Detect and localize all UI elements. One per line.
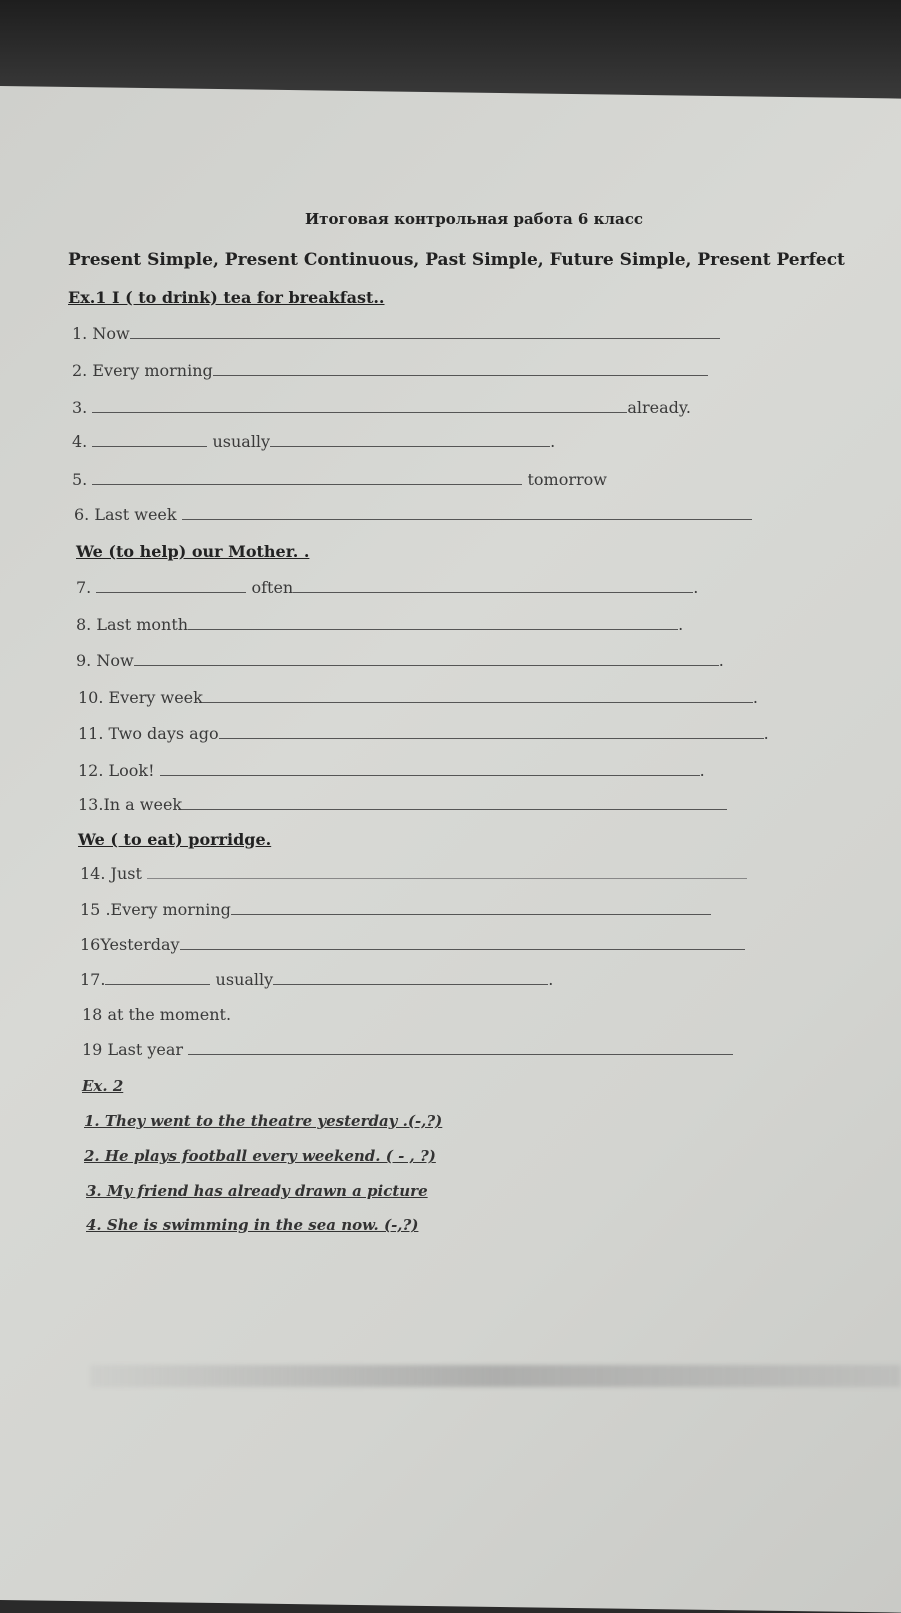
item-suffix: . <box>678 615 684 634</box>
item-suffix: . <box>699 761 705 780</box>
list-item <box>76 651 724 670</box>
answer-blank[interactable] <box>231 900 711 915</box>
answer-blank[interactable] <box>188 1040 733 1055</box>
item-prefix: 11. Two days ago <box>78 724 219 743</box>
answer-blank[interactable] <box>92 432 207 447</box>
answer-blank[interactable] <box>293 578 693 593</box>
item-suffix: . <box>718 651 724 670</box>
item-prefix: 19 Last year <box>82 1040 184 1059</box>
list-item <box>82 1040 733 1059</box>
item-prefix: 12. Look! <box>78 761 155 780</box>
item-suffix: . <box>752 688 758 707</box>
exercise-2-item: 1. They went to the theatre yesterday .(-,?) <box>84 1112 443 1130</box>
list-item <box>80 970 553 989</box>
item-prefix: 2. Every morning <box>72 361 213 380</box>
item-prefix: 18 at the moment. <box>82 1005 232 1024</box>
item-prefix: 17. <box>80 970 106 989</box>
list-item <box>78 795 727 814</box>
item-suffix: already. <box>627 398 691 417</box>
list-item <box>78 688 758 707</box>
exercise-1-heading-2: We (to help) our Mother. . <box>76 542 310 561</box>
list-item <box>72 432 555 451</box>
item-prefix: 15 .Every morning <box>80 900 231 919</box>
document-title: Итоговая контрольная работа 6 класс <box>305 210 643 228</box>
item-middle: usually <box>212 432 271 451</box>
answer-blank[interactable] <box>160 761 700 776</box>
answer-blank[interactable] <box>92 470 522 485</box>
answer-blank[interactable] <box>203 688 753 703</box>
item-prefix: 5. <box>72 470 88 489</box>
item-prefix: 3. <box>72 398 88 417</box>
list-item <box>72 361 708 380</box>
answer-blank[interactable] <box>273 970 548 985</box>
exercise-2-heading: Ex. 2 <box>82 1077 124 1095</box>
answer-blank[interactable] <box>270 432 550 447</box>
answer-blank[interactable] <box>147 864 747 879</box>
exercise-1-heading-3: We ( to eat) porridge. <box>78 830 272 849</box>
list-item <box>74 505 752 524</box>
list-item <box>78 724 769 743</box>
item-prefix: 7. <box>76 578 92 597</box>
dark-background-top <box>0 0 901 100</box>
item-middle: often <box>251 578 294 597</box>
item-prefix: 6. Last week <box>74 505 177 524</box>
answer-blank[interactable] <box>182 795 727 810</box>
list-item <box>76 615 683 634</box>
exercise-2-item: 3. My friend has already drawn a picture <box>86 1182 428 1200</box>
item-prefix: 9. Now <box>76 651 134 670</box>
item-suffix: . <box>550 432 556 451</box>
list-item <box>78 761 705 780</box>
answer-blank[interactable] <box>188 615 678 630</box>
list-item <box>80 900 711 919</box>
list-item <box>72 398 691 417</box>
list-item <box>82 1005 231 1024</box>
answer-blank[interactable] <box>105 970 210 985</box>
list-item <box>80 864 747 883</box>
answer-blank[interactable] <box>96 578 246 593</box>
item-prefix: 13.In a week <box>78 795 183 814</box>
item-prefix: 4. <box>72 432 88 451</box>
exercise-1-heading: Ex.1 I ( to drink) tea for breakfast.. <box>68 288 385 307</box>
document-subtitle: Present Simple, Present Continuous, Past Simple, Future Simple, Present Perfect <box>68 250 845 270</box>
answer-blank[interactable] <box>182 505 752 520</box>
answer-blank[interactable] <box>213 361 708 376</box>
item-suffix: tomorrow <box>527 470 607 489</box>
item-prefix: 8. Last month <box>76 615 189 634</box>
list-item <box>76 578 698 597</box>
item-suffix: . <box>548 970 554 989</box>
item-prefix: 14. Just <box>80 864 142 883</box>
answer-blank[interactable] <box>219 724 764 739</box>
answer-blank[interactable] <box>180 935 745 950</box>
item-suffix: . <box>763 724 769 743</box>
print-smear <box>90 1365 901 1387</box>
item-prefix: 16Yesterday <box>80 935 180 954</box>
answer-blank[interactable] <box>92 398 627 413</box>
item-prefix: 10. Every week <box>78 688 203 707</box>
list-item <box>80 935 745 954</box>
item-middle: usually <box>215 970 274 989</box>
list-item <box>72 324 720 343</box>
exercise-2-item: 4. She is swimming in the sea now. (-,?) <box>86 1216 419 1234</box>
answer-blank[interactable] <box>130 324 720 339</box>
exercise-2-item: 2. He plays football every weekend. ( - , ?) <box>84 1147 436 1165</box>
list-item <box>72 470 607 489</box>
answer-blank[interactable] <box>134 651 719 666</box>
item-prefix: 1. Now <box>72 324 130 343</box>
item-suffix: . <box>693 578 699 597</box>
